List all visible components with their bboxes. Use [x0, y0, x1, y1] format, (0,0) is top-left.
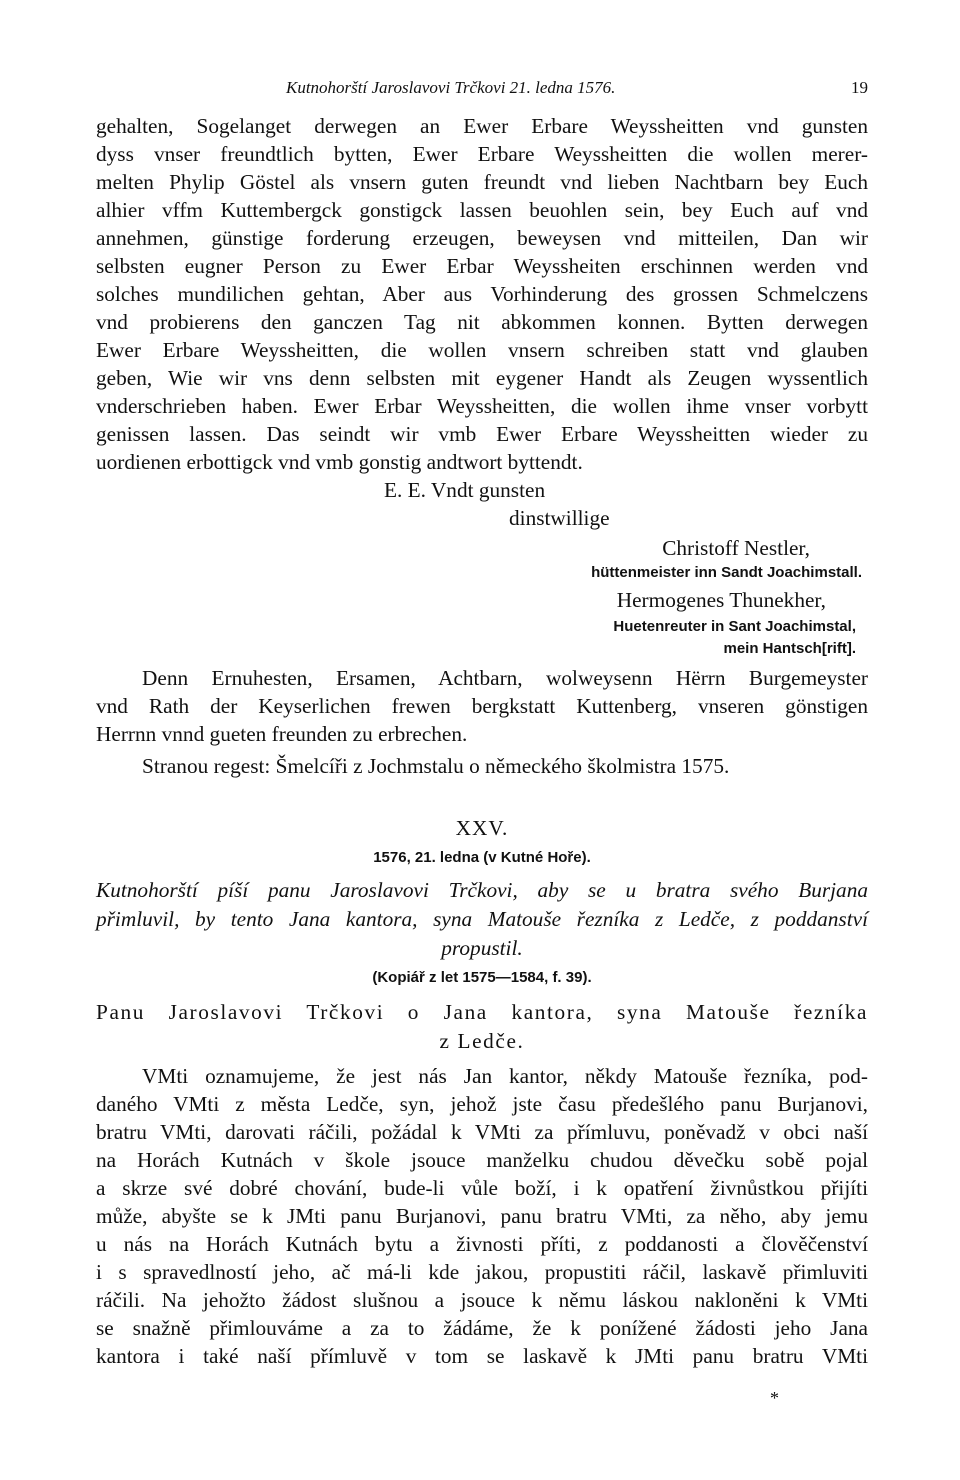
signatory-role: mein Hantsch[rift].	[723, 640, 856, 657]
regest-line: přimluvil, by tento Jana kantora, syna Matouše řezníka z Ledče, z poddanství	[96, 907, 868, 931]
text-line: melten Phylip Göstel als vnsern guten freundt vnd lieben Nachtbarn bey Euch	[96, 170, 868, 194]
text-line: selbsten eugner Person zu Ewer Erbar Weyssheiten erschinnen werden vnd	[96, 254, 868, 278]
signatory-role: hüttenmeister inn Sandt Joachimstall.	[591, 564, 862, 581]
text-line: genissen lassen. Das seindt wir vmb Ewer Erbare Weyssheitten wieder zu	[96, 422, 868, 446]
section-number: XXV.	[455, 816, 509, 840]
text-line: solches mundilichen gehtan, Aber aus Vorhinderung des grossen Schmelczens	[96, 282, 868, 306]
text-line: i s spravedlností jeho, ač má-li kde jakou, propustiti ráčil, laskavě přimluviti	[96, 1260, 868, 1284]
text-line: vnderschrieben haben. Ewer Erbar Weyssheitten, die wollen ihme vnser vorbytt	[96, 394, 868, 418]
letter-heading	[96, 998, 868, 1056]
text-line: annehmen, günstige forderung erzeugen, beweysen vnd mitteilen, Dan wir	[96, 226, 868, 250]
text-line: u nás na Horách Kutnách bytu a živnosti příti, z poddanosti a člověčenství	[96, 1232, 868, 1256]
text-line: VMti oznamujeme, že jest nás Jan kantor, někdy Matouše řezníka, pod-	[142, 1064, 868, 1088]
text-line: alhier vffm Kuttembergck gonstigck lassen beuohlen sein, bey Euch auf vnd	[96, 198, 868, 222]
page-number: 19	[851, 78, 868, 97]
text-line: daného VMti z města Ledče, syn, jehož jste času předešlého panu Burjanovi,	[96, 1092, 868, 1116]
letter-body-czech	[96, 1062, 868, 1370]
text-line: uordienen erbottigck vnd vmb gonstig andtwort byttendt.	[96, 450, 583, 474]
text-line: se snažně přimlouváme a za to žádáme, že k ponížené žádosti jeho Jana	[96, 1316, 868, 1340]
signatory-name: Hermogenes Thunekher,	[616, 588, 826, 612]
signatures	[96, 534, 868, 660]
text-line: dyss vnser freundtlich bytten, Ewer Erbare Weyssheitten die wollen merer-	[96, 142, 868, 166]
text-line: gehalten, Sogelanget derwegen an Ewer Erbare Weyssheitten vnd gunsten	[96, 114, 868, 138]
closing-line: E. E. Vndt gunsten	[384, 478, 546, 502]
section-date: 1576, 21. ledna (v Kutné Hoře).	[373, 849, 591, 866]
address	[96, 664, 868, 748]
text-line: Stranou regest: Šmelcíři z Jochmstalu o německého školmistra 1575.	[142, 754, 730, 778]
regest-line: Kutnohorští píší panu Jaroslavovi Trčkovi, aby se u bratra svého Burjana	[96, 878, 868, 902]
source-citation: (Kopiář z let 1575—1584, f. 39).	[372, 969, 592, 986]
text-line: vnd probierens den ganczen Tag nit abkommen konnen. Bytten derwegen	[96, 310, 868, 334]
text-line: vnd Rath der Keyserlichen frewen bergkstatt Kuttenberg, vnseren gönstigen	[96, 694, 868, 718]
text-line: Herrnn vnnd gueten freunden zu erbrechen.	[96, 722, 468, 746]
dorsal-note	[96, 752, 868, 780]
closing	[96, 476, 868, 532]
regest-line: propustil.	[441, 936, 523, 960]
regest	[96, 876, 868, 963]
text-line: Denn Ernuhesten, Ersamen, Achtbarn, wolweysenn Hërrn Burgemeyster	[142, 666, 868, 690]
heading-line: Panu Jaroslavovi Trčkovi o Jana kantora, syna Matouše řezníka	[96, 1000, 868, 1024]
closing-line: dinstwillige	[509, 506, 610, 530]
running-head-title: Kutnohorští Jaroslavovi Trčkovi 21. ledna 1576.	[286, 78, 616, 97]
letter-body	[96, 112, 868, 476]
text-line: ráčili. Na jehožto žádost slušnou a jsouce k němu láskou nakloněni k VMti	[96, 1288, 868, 1312]
text-line: a skrze své dobré chování, bude-li vůle boží, i k opatření živnůstkou přijíti	[96, 1176, 868, 1200]
text-line: na Horách Kutnách v škole jsouce manželku chudou děvečku sobě pojal	[96, 1148, 868, 1172]
text-line: Ewer Erbare Weyssheitten, die wollen vnsern schreiben statt vnd glauben	[96, 338, 868, 362]
footer-mark: *	[770, 1388, 779, 1408]
text-line: může, abyšte se k JMti panu Burjanovi, panu bratru VMti, za něho, aby jemu	[96, 1204, 868, 1228]
signatory-name: Christoff Nestler,	[662, 536, 810, 560]
text-line: kantora i také naší přímluvě v tom se laskavě k JMti panu bratru VMti	[96, 1344, 868, 1368]
heading-line: z Ledče.	[439, 1029, 525, 1053]
running-head	[96, 78, 868, 102]
page	[96, 78, 868, 1370]
text-line: geben, Wie wir vns denn selbsten mit eygener Handt als Zeugen wyssentlich	[96, 366, 868, 390]
signatory-role: Huetenreuter in Sant Joachimstal,	[613, 618, 856, 635]
text-line: bratru VMti, darovati ráčili, požádal k VMti za přímluvu, poněvadž v obci naší	[96, 1120, 868, 1144]
